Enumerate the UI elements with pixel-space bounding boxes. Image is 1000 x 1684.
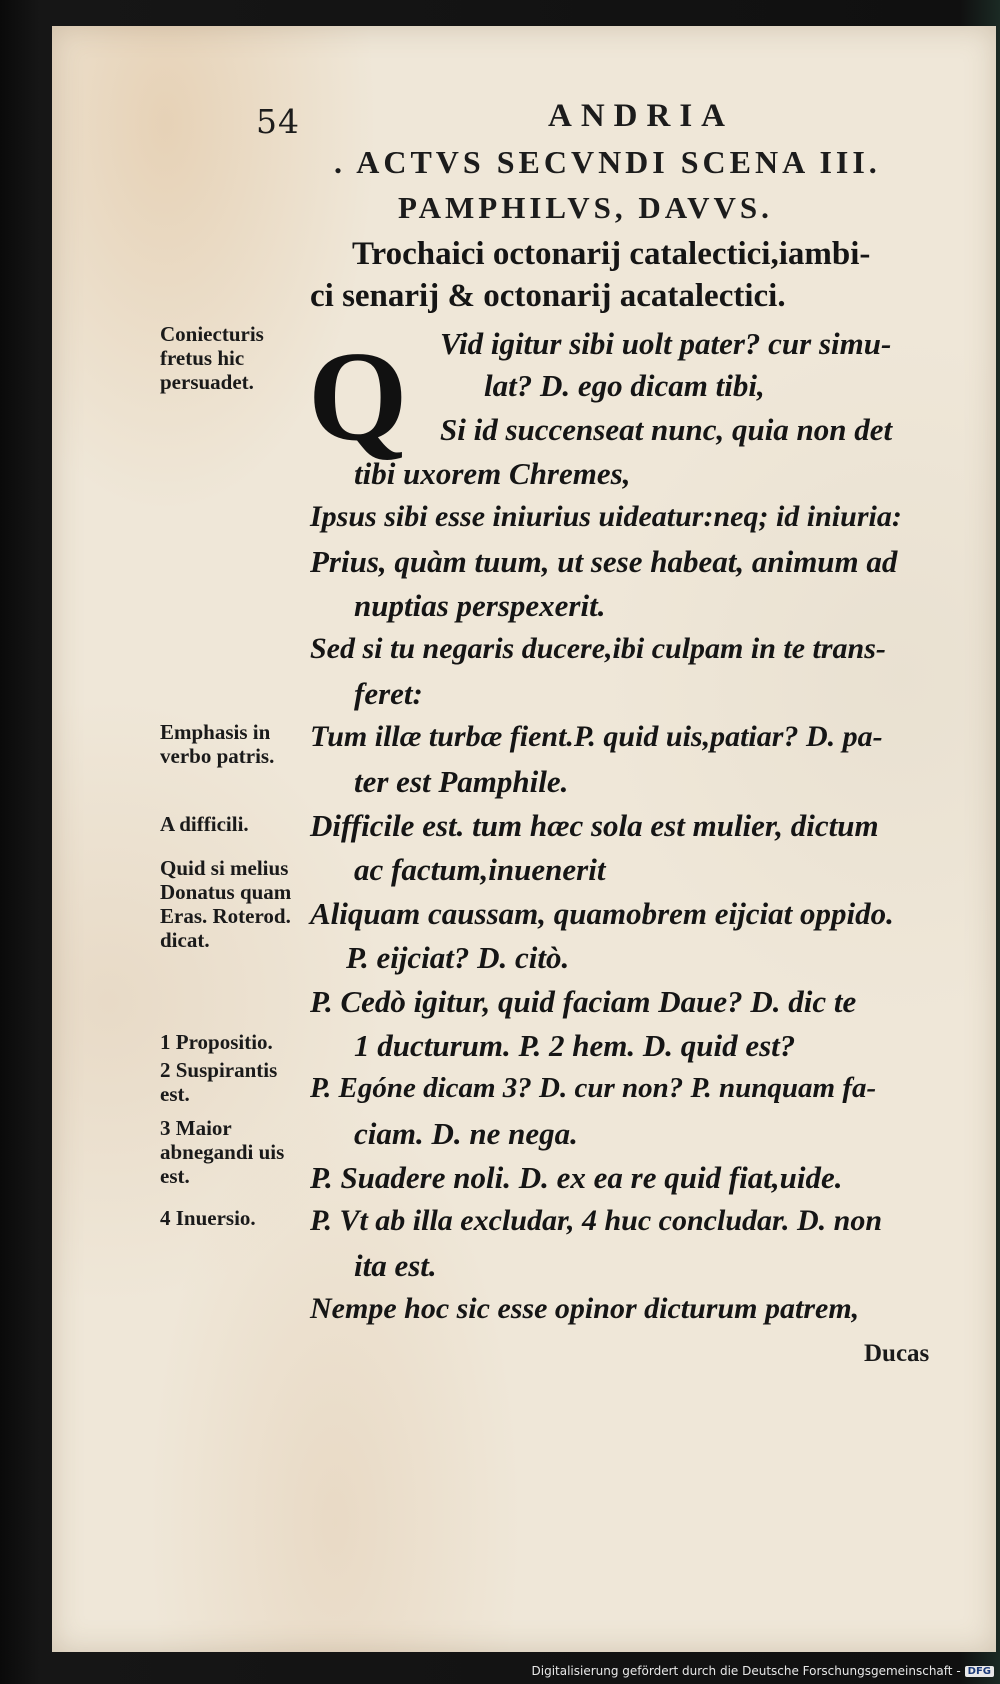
verse-line: feret: — [354, 676, 423, 711]
verse-line: Nempe hoc sic esse opinor dicturum patrem, — [310, 1292, 860, 1325]
meter-line: Trochaici octonarij catalectici,iambi- — [352, 236, 871, 272]
persons-heading: PAMPHILVS, DAVVS. — [398, 190, 773, 225]
digitization-footer — [532, 1662, 995, 1680]
verse-line: Prius, quàm tuum, ut sese habeat, animum ad — [310, 544, 898, 579]
verse-line: P. eijciat? D. citò. — [346, 940, 570, 975]
verse-line: ita est. — [354, 1248, 437, 1283]
meter-line: ci senarij & octonarij acatalectici. — [310, 278, 786, 314]
verse-line: Sed si tu negaris ducere,ibi culpam in te trans- — [310, 632, 886, 665]
verse-line: lat? D. ego dicam tibi, — [484, 368, 765, 403]
marginal-note: Quid si melius Donatus quam Eras. Roterod. dicat. — [160, 856, 292, 952]
verse-line: ac factum,inuenerit — [354, 852, 606, 887]
verse-line: P. Suadere noli. D. ex ea re quid fiat,uide. — [310, 1160, 843, 1195]
marginal-note: Emphasis in verbo patris. — [160, 720, 275, 768]
page-number: 54 — [256, 102, 300, 141]
verse-line: Tum illæ turbæ fient.P. quid uis,patiar? D. pa- — [310, 720, 883, 753]
marginal-note: 3 Maior abnegandi uis est. — [160, 1116, 285, 1188]
marginal-note: 4 Inuersio. — [160, 1206, 256, 1230]
marginal-note: 1 Propositio. — [160, 1030, 273, 1054]
verse-line: P. Egóne dicam 3? D. cur non? P. nunquam fa- — [310, 1072, 877, 1104]
verse-line: tibi uxorem Chremes, — [354, 456, 631, 491]
marginal-note: A difficili. — [160, 812, 249, 836]
verse-line: ciam. D. ne nega. — [354, 1116, 578, 1151]
verse-line: 1 ducturum. P. 2 hem. D. quid est? — [354, 1028, 796, 1063]
marginal-note: Coniecturis fretus hic persuadet. — [160, 322, 264, 394]
verse-line: Difficile est. tum hæc sola est mulier, dictum — [310, 808, 879, 843]
marginal-note: 2 Suspirantis est. — [160, 1058, 278, 1106]
catchword: Ducas — [864, 1340, 930, 1367]
footer-text: Digitalisierung gefördert durch die Deutsche Forschungsgemeinschaft - — [531, 1664, 961, 1678]
drop-cap-initial: Q — [308, 325, 408, 467]
verse-line: nuptias perspexerit. — [354, 588, 606, 623]
verse-line: P. Vt ab illa excludar, 4 huc concludar. D. non — [310, 1204, 883, 1237]
verse-line: ter est Pamphile. — [354, 764, 569, 799]
dfg-logo: DFG — [965, 1666, 994, 1677]
verse-line: P. Cedò igitur, quid faciam Daue? D. dic te — [310, 984, 857, 1019]
verse-line: Si id succenseat nunc, quia non det — [440, 412, 893, 447]
act-scene-heading: . ACTVS SECVNDI SCENA III. — [334, 144, 881, 180]
verse-line: Aliquam caussam, quamobrem eijciat oppido. — [310, 896, 894, 931]
verse-line: Vid igitur sibi uolt pater? cur simu- — [440, 326, 892, 361]
verse-line: Ipsus sibi esse iniurius uideatur:neq; id iniuria: — [310, 500, 902, 533]
running-title: ANDRIA — [548, 98, 734, 134]
